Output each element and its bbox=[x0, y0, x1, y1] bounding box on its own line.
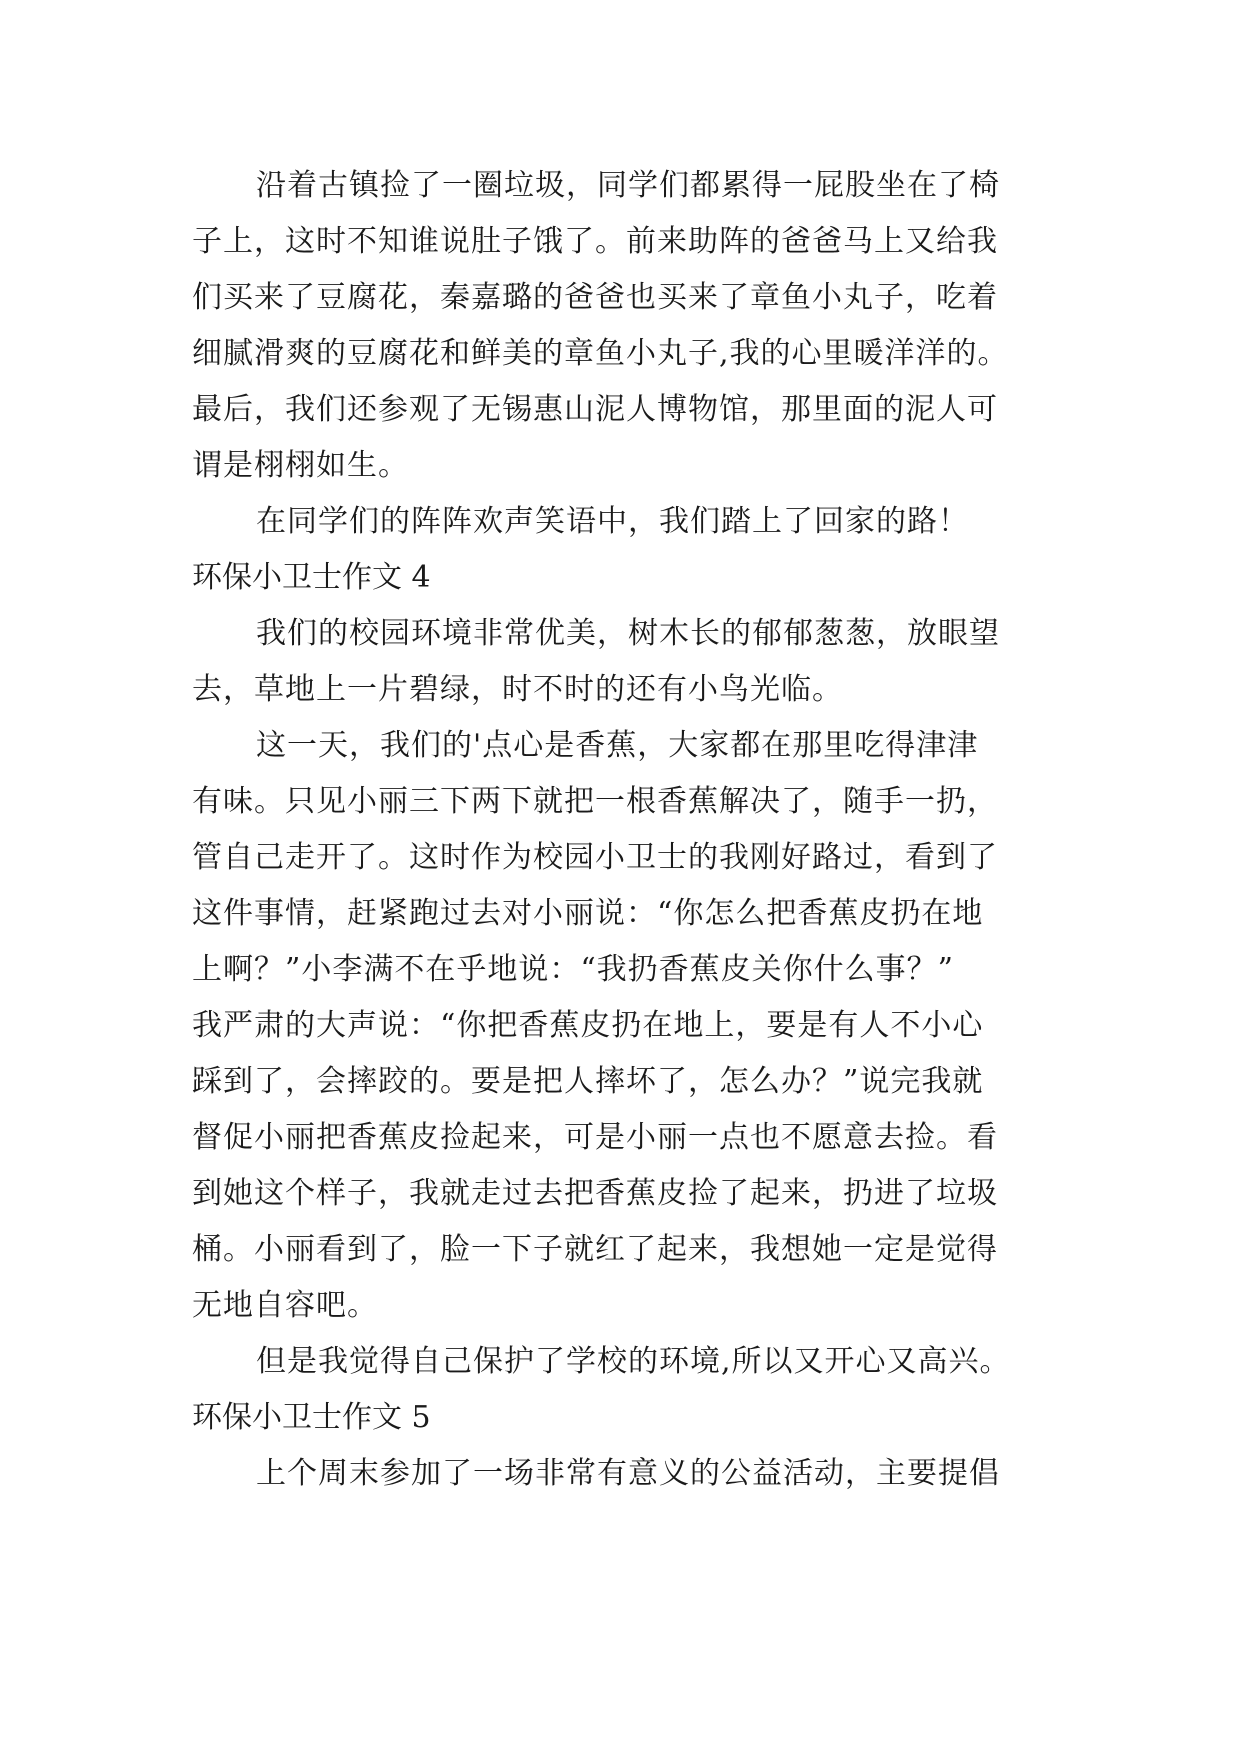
paragraph-line: 踩到了，会摔跤的。要是把人摔坏了，怎么办？”说完我就 bbox=[192, 1064, 984, 1099]
paragraph-line: 但是我觉得自己保护了学校的环境,所以又开心又高兴。 bbox=[256, 1344, 1011, 1379]
paragraph-line: 子上，这时不知谁说肚子饿了。前来助阵的爸爸马上又给我 bbox=[192, 224, 998, 259]
paragraph-line: 到她这个样子，我就走过去把香蕉皮捡了起来，扔进了垃圾 bbox=[192, 1176, 998, 1211]
paragraph-line: 这一天，我们的'点心是香蕉，大家都在那里吃得津津 bbox=[256, 728, 979, 763]
paragraph-line: 沿着古镇捡了一圈垃圾，同学们都累得一屁股坐在了椅 bbox=[256, 168, 1000, 203]
paragraph-line: 去，草地上一片碧绿，时不时的还有小鸟光临。 bbox=[192, 672, 843, 707]
paragraph-line: 在同学们的阵阵欢声笑语中，我们踏上了回家的路！ bbox=[256, 504, 969, 539]
paragraph-line: 上啊？”小李满不在乎地说：“我扔香蕉皮关你什么事？” bbox=[192, 952, 955, 987]
paragraph-line: 桶。小丽看到了，脸一下子就红了起来，我想她一定是觉得 bbox=[192, 1232, 998, 1267]
section-heading: 环保小卫士作文 5 bbox=[192, 1400, 431, 1435]
section-heading: 环保小卫士作文 4 bbox=[192, 560, 431, 595]
paragraph-line: 管自己走开了。这时作为校园小卫士的我刚好路过，看到了 bbox=[192, 840, 998, 875]
paragraph-line: 谓是栩栩如生。 bbox=[192, 448, 409, 483]
paragraph-line: 我们的校园环境非常优美，树木长的郁郁葱葱，放眼望 bbox=[256, 616, 1000, 651]
paragraph-line: 这件事情，赶紧跑过去对小丽说：“你怎么把香蕉皮扔在地 bbox=[192, 896, 984, 931]
paragraph-line: 细腻滑爽的豆腐花和鲜美的章鱼小丸子,我的心里暖洋洋的。 bbox=[192, 336, 1009, 371]
paragraph-line: 督促小丽把香蕉皮捡起来，可是小丽一点也不愿意去捡。看 bbox=[192, 1120, 998, 1155]
paragraph-line: 有味。只见小丽三下两下就把一根香蕉解决了，随手一扔， bbox=[192, 784, 998, 819]
paragraph-line: 我严肃的大声说：“你把香蕉皮扔在地上，要是有人不小心 bbox=[192, 1008, 984, 1043]
paragraph-line: 最后，我们还参观了无锡惠山泥人博物馆，那里面的泥人可 bbox=[192, 392, 998, 427]
paragraph-line: 上个周末参加了一场非常有意义的公益活动，主要提倡 bbox=[256, 1456, 1000, 1491]
paragraph-line: 无地自容吧。 bbox=[192, 1288, 378, 1323]
paragraph-line: 们买来了豆腐花，秦嘉璐的爸爸也买来了章鱼小丸子，吃着 bbox=[192, 280, 998, 315]
